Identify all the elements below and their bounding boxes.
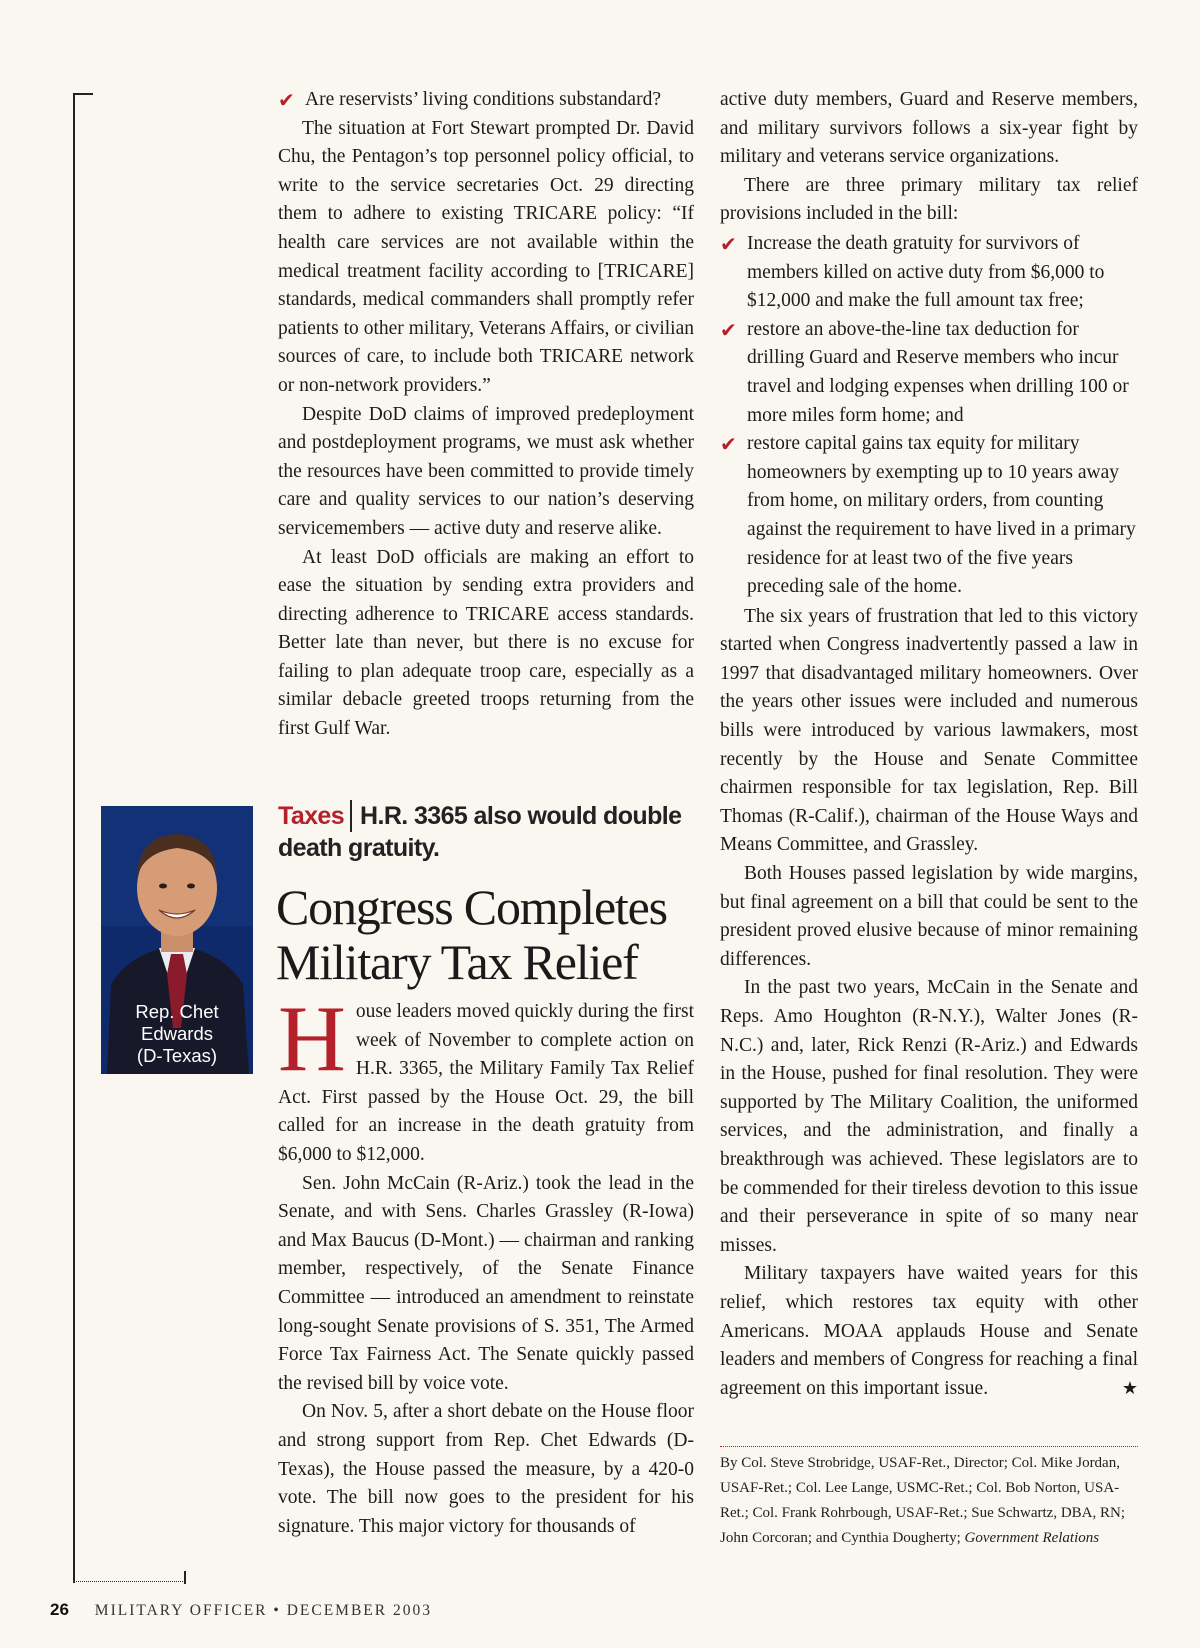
lead-text: ouse leaders moved quickly during the first week of November to complete action on H.R. 3365, the Military Family Tax Relief Act. First passed by the House Oct. 29, the bill called for an increase in the death gratuity from $6,000 to $12,000. [278, 1001, 694, 1165]
frame-rule-top [73, 93, 93, 95]
right-column [720, 86, 1138, 1403]
kicker-divider [350, 800, 352, 832]
frame-rule-bottom [73, 1581, 185, 1582]
check-mark-icon: ✔ [278, 88, 295, 112]
article-body-left [278, 987, 694, 1541]
author-byline [720, 1451, 1138, 1551]
body-paragraph: Despite DoD claims of improved predeployment and postdeployment programs, we must ask whether the resources have been committed to provide timely care and quality services to our nation’s deserving servicemembers — active duty and reserve alike. [278, 403, 694, 539]
footer-separator: • [273, 1602, 281, 1619]
lead-paragraph [278, 987, 694, 1170]
headline-line: Military Tax Relief [276, 934, 638, 990]
byline-department: Government Relations [964, 1530, 1100, 1546]
body-paragraph: The situation at Fort Stewart prompted Dr. David Chu, the Pentagon’s top personnel policy official, to write to the service secretaries Oct. 29 directing them to adhere to existing TRICARE policy: “If health care services are not available within the medical treatment facility according to [TRICARE] standards, medical commanders shall promptly refer patients to other military, Veterans Affairs, or civilian sources of care, to include both TRICARE network or non-network providers.” [278, 117, 694, 396]
caption-line: Edwards [141, 1023, 213, 1044]
star-icon: ★ [1121, 1377, 1138, 1399]
continuation-paragraph: active duty members, Guard and Reserve members, and military survivors follows a six-year fight by military and veterans service organizations. [720, 89, 1138, 168]
body-paragraph: On Nov. 5, after a short debate on the House floor and strong support from Rep. Chet Edwards (D-Texas), the House passed the measure, by a 420-0 vote. The bill now goes to the president for his signature. This major victory for thousands of [278, 1401, 694, 1537]
page-number: 26 [50, 1600, 69, 1619]
body-paragraph: There are three primary military tax relief provisions included in the bill: [720, 174, 1138, 225]
check-mark-icon: ✔ [720, 432, 737, 457]
portrait-photo [101, 806, 253, 1074]
drop-cap: H [278, 987, 346, 1091]
photo-caption [101, 1001, 253, 1067]
list-item-text: restore capital gains tax equity for military homeowners by exempting up to 10 years away from home, on military orders, from counting against the requirement to have lived in a primary residence for at least two of the five years preceding sale of the home. [747, 433, 1136, 598]
publication-name: MILITARY OFFICER [94, 1602, 268, 1619]
body-paragraph: Sen. John McCain (R-Ariz.) took the lead in the Senate, and with Sens. Charles Grassley (R-Iowa) and Max Baucus (D-Mont.) — chairman and ranking member, respectively, of the Senate Finance Committee — introduced an amendment to reinstate long-sought Senate provisions of S. 351, The Armed Force Tax Fairness Act. The Senate quickly passed the revised bill by voice vote. [278, 1172, 694, 1394]
headline-line: Congress Completes [276, 879, 667, 935]
check-mark-icon: ✔ [720, 231, 737, 256]
byline-divider [720, 1446, 1138, 1447]
check-mark-icon: ✔ [720, 317, 737, 342]
page-footer [50, 1600, 432, 1620]
deck-text: H.R. 3365 also would double death gratuity. [278, 802, 682, 862]
body-paragraph: The six years of frustration that led to this victory started when Congress inadvertently passed a law in 1997 that disadvantaged military homeowners. Over the years other issues were included and numerous bills were introduced by various lawmakers, most recently by the House and Senate Committee chairmen responsible for tax legislation, Rep. Bill Thomas (R-Calif.), chairman of the House Ways and Means Committee, and Grassley. [720, 605, 1138, 856]
caption-line: Rep. Chet [135, 1001, 219, 1022]
issue-date: DECEMBER 2003 [286, 1602, 432, 1619]
body-paragraph: In the past two years, McCain in the Senate and Reps. Amo Houghton (R-N.Y.), Walter Jones (R-N.C.) and, later, Rick Renzi (R-Ariz.) and Edwards in the House, pushed for final resolution. They were supported by The Military Coalition, the uniformed services, and the administration, and finally a breakthrough was achieved. These legislators are to be commended for their tireless devotion to this issue and their perseverance in spite of so many near misses. [720, 977, 1138, 1256]
frame-rule-left [73, 93, 75, 1583]
article-kicker [278, 800, 698, 864]
frame-rule-tick [184, 1571, 186, 1584]
article-headline [276, 880, 706, 990]
body-paragraph: At least DoD officials are making an effort to ease the situation by sending extra providers and directing adherence to TRICARE access standards. Better late than never, but there is no excuse for failing to plan adequate troop care, especially as a similar debacle greeted troops returning from the first Gulf War. [278, 546, 694, 740]
list-item [720, 230, 1138, 316]
left-column-top [278, 86, 694, 744]
provisions-list [720, 230, 1138, 602]
question-bullet [278, 86, 694, 115]
caption-line: (D-Texas) [136, 1045, 218, 1066]
topic-label: Taxes [278, 802, 345, 830]
list-item [720, 430, 1138, 602]
list-item [720, 316, 1138, 430]
byline-authors: By Col. Steve Strobridge, USAF-Ret., Director; Col. Mike Jordan, USAF-Ret.; Col. Lee Lange, USMC-Ret.; Col. Bob Norton, USA-Ret.; Col. Frank Rohrbough, USAF-Ret.; Sue Schwartz, DBA, RN; John Corcoran; and Cynthia Dougherty; [720, 1455, 1125, 1546]
final-paragraph [720, 1260, 1138, 1403]
list-item-text: restore an above-the-line tax deduction for drilling Guard and Reserve members who incur travel and lodging expenses when drilling 100 or more miles form home; and [747, 318, 1129, 426]
body-paragraph: Both Houses passed legislation by wide margins, but final agreement on a bill that could be sent to the president proved elusive because of minor remaining differences. [720, 863, 1138, 970]
list-item-text: Increase the death gratuity for survivors of members killed on active duty from $6,000 to $12,000 and make the full amount tax free; [747, 232, 1105, 312]
final-paragraph-text: Military taxpayers have waited years for this relief, which restores tax equity with other Americans. MOAA applauds House and Senate leaders and members of Congress for reaching a final agreement on this important issue. [720, 1263, 1138, 1399]
question-text: Are reservists’ living conditions substandard? [305, 89, 661, 110]
